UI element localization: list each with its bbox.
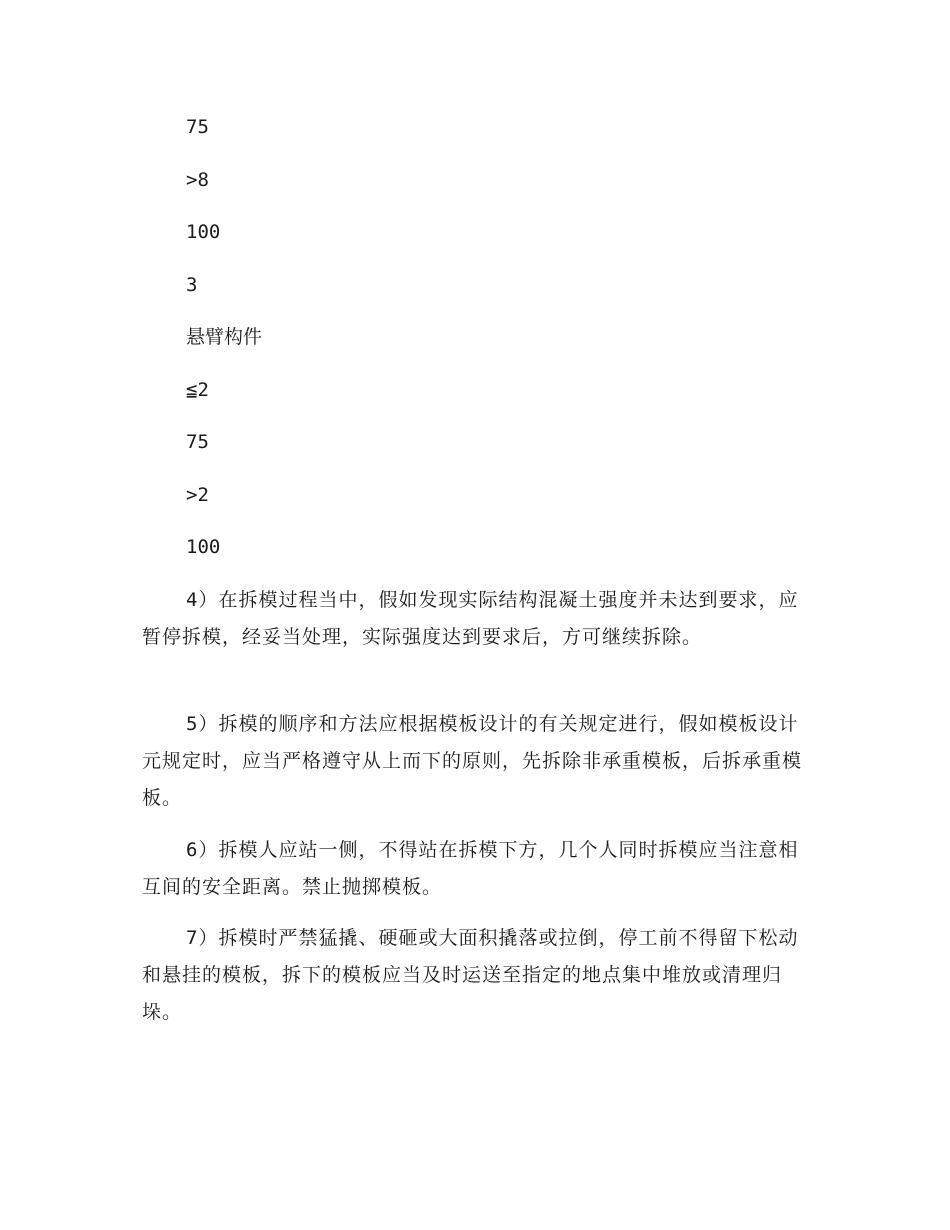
value-line-le2: ≦2	[186, 379, 209, 401]
value-line-75b: 75	[186, 431, 209, 453]
paragraph-4: 4）在拆模过程当中，假如发现实际结构混凝土强度并未达到要求，应暂停拆模，经妥当处理，实际强度达到要求后，方可继续拆除。	[142, 589, 799, 648]
value-line-gt8: >8	[186, 169, 209, 191]
value-line-cantilever: 悬臂构件	[186, 326, 263, 348]
value-line-gt2: >2	[186, 484, 209, 506]
paragraph-7: 7）拆模时严禁猛撬、硬砸或大面积撬落或拉倒，停工前不得留下松动和悬挂的模板，拆下的模板应当及时运送至指定的地点集中堆放或清理归垛。	[142, 927, 799, 1023]
value-line-3: 3	[186, 274, 198, 296]
paragraph-5: 5）拆模的顺序和方法应根据模板设计的有关规定进行，假如模板设计元规定时，应当严格遵守从上而下的原则，先拆除非承重模板，后拆承重模板。	[142, 713, 803, 809]
value-line-100b: 100	[186, 536, 221, 558]
value-line-75: 75	[186, 116, 209, 138]
value-line-100: 100	[186, 221, 221, 243]
paragraph-6: 6）拆模人应站一侧，不得站在拆模下方，几个人同时拆模应当注意相互间的安全距离。禁止抛掷模板。	[142, 839, 799, 898]
